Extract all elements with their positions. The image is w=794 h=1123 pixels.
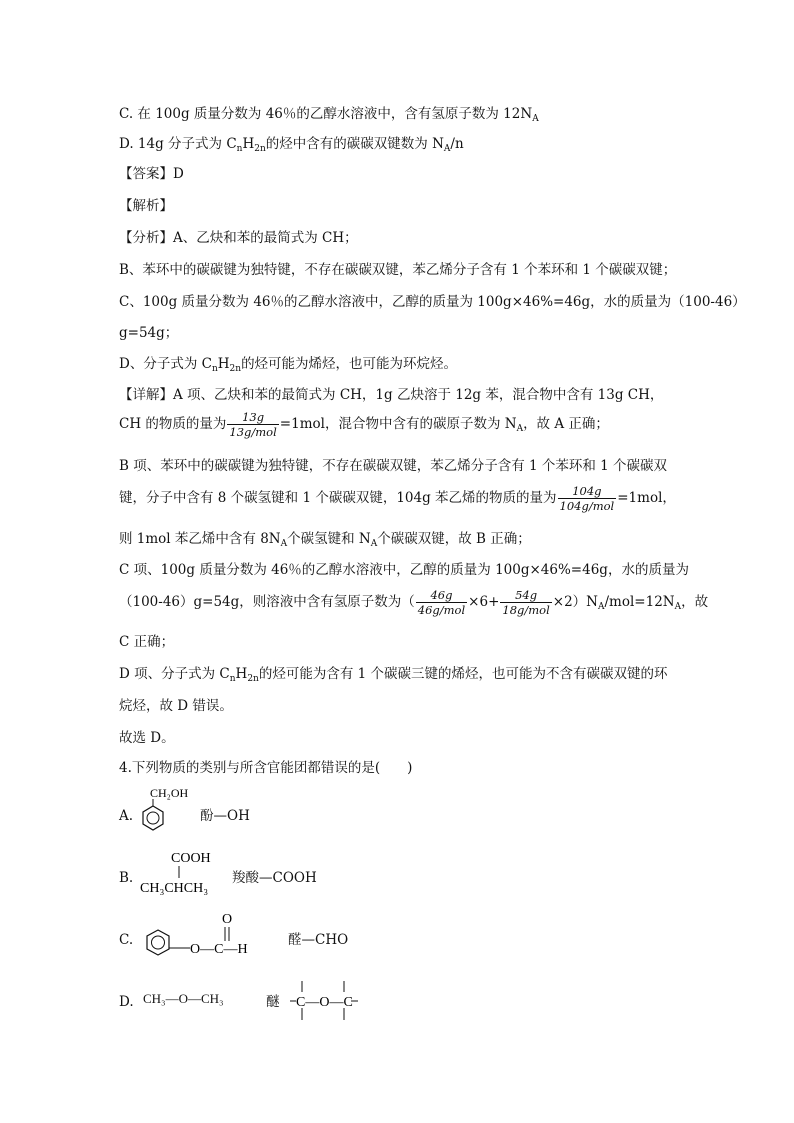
q4-option-a-label: A. [119,808,134,824]
analysis-heading: 【解析】 [119,198,173,214]
ether-group-structure [282,978,378,1024]
conclusion: 故选 D。 [119,730,175,746]
answer: 【答案】D [119,166,184,182]
svg-text:C—O—C: C—O—C [296,995,353,1010]
svg-text:O: O [222,912,233,927]
q4-option-d-type: 醚 [266,994,280,1010]
fenxi-d: D、分子式为 $C_nH_{2n}$的烃可能为烯烃，也可能为环烷烃。 [119,356,458,374]
q4-option-c-label: C. [119,932,134,948]
svg-text:CH₃CHCH₃: CH₃CHCH₃ [140,881,209,896]
detail-d2: 烷烃，故 D 错误。 [119,698,233,714]
q4-option-b-type: 羧酸—COOH [232,870,317,886]
svg-text:CH₂OH: CH₂OH [150,786,188,800]
detail-c2: （100-46）g=54g，则溶液中含有氢原子数为（ $\frac{46g}{\text{46g/mol}}$ ×6+ $\frac{54g}{\text{18g/mol}}$ $\times 2)N_A/mol=12N_A$，故 [119,588,709,617]
detail-b1: B 项、苯环中的碳碳键为独特键，不存在碳碳双键，苯乙烯分子含有 1 个苯环和 1 个碳碳双 [119,458,668,474]
detail-a1: 【详解】A 项、乙炔和苯的最简式为 CH，1g 乙炔溶于 12g 苯，混合物中含有 13g CH， [119,387,664,403]
fenxi-c1: C、100g 质量分数为 46％的乙醇水溶液中，乙醇的质量为 100g×46%=46g，水的质量为（100-46） [119,294,746,310]
fenxi-a: 【分析】A、乙炔和苯的最简式为 CH； [119,230,358,246]
phenyl-formate-structure [140,908,270,964]
isobutyric-acid-structure [138,848,230,900]
fraction: $\frac{13g}{\text{13g/mol}}$ [229,410,277,439]
svg-text:O—C—H: O—C—H [190,942,248,957]
q4-option-c-type: 醛—CHO [288,932,349,948]
detail-b3: 则 1mol 苯乙烯中含有 $8N_A$个碳氢键和 $N_A$个碳碳双键，故 B 正确； [119,531,531,549]
detail-c3: C 正确； [119,634,175,650]
question-4-stem: 4.下列物质的类别与所含官能团都错误的是( ) [119,760,413,776]
detail-a2: CH 的物质的量为 $\frac{13g}{\text{13g/mol}}$ =1mol，混合物中含有的碳原子数为 $N_A$，故 A 正确； [119,410,609,439]
svg-text:COOH: COOH [171,851,211,866]
fenxi-c2: g=54g； [119,325,179,341]
fraction: $\frac{46g}{\text{46g/mol}}$ [417,588,466,617]
fraction: $\frac{104g}{\text{104g/mol}}$ [559,484,615,513]
fenxi-b: B、苯环中的碳碳键为独特键，不存在碳碳双键，苯乙烯分子含有 1 个苯环和 1 个碳碳双键； [119,262,677,278]
q4-option-b-label: B. [119,870,134,886]
option-c: C. 在 100g 质量分数为 46％的乙醇水溶液中，含有氢原子数为 $12N_A$ [119,106,539,124]
benzyl-alcohol-structure [138,786,188,836]
q4-option-d-label: D. [119,994,134,1010]
detail-b2: 键，分子中含有 8 个碳氢键和 1 个碳碳双键，104g 苯乙烯的物质的量为 $\frac{104g}{\text{104g/mol}}$ =1mol， [119,484,676,513]
q4-option-a-type: 酚—OH [200,808,250,824]
fraction: $\frac{54g}{\text{18g/mol}}$ [502,588,550,617]
dimethyl-ether-formula: CH₃—O—CH₃ [143,991,224,1006]
detail-c1: C 项、100g 质量分数为 46％的乙醇水溶液中，乙醇的质量为 100g×46%=46g，水的质量为 [119,562,689,578]
detail-d1: D 项、分子式为 $C_nH_{2n}$的烃可能为含有 1 个碳碳三键的烯烃，也可能为不含有碳碳双键的环 [119,666,668,684]
option-d: D. 14g 分子式为 $C_nH_{2n}$的烃中含有的碳碳双键数为 $N_A/n$ [119,136,464,154]
